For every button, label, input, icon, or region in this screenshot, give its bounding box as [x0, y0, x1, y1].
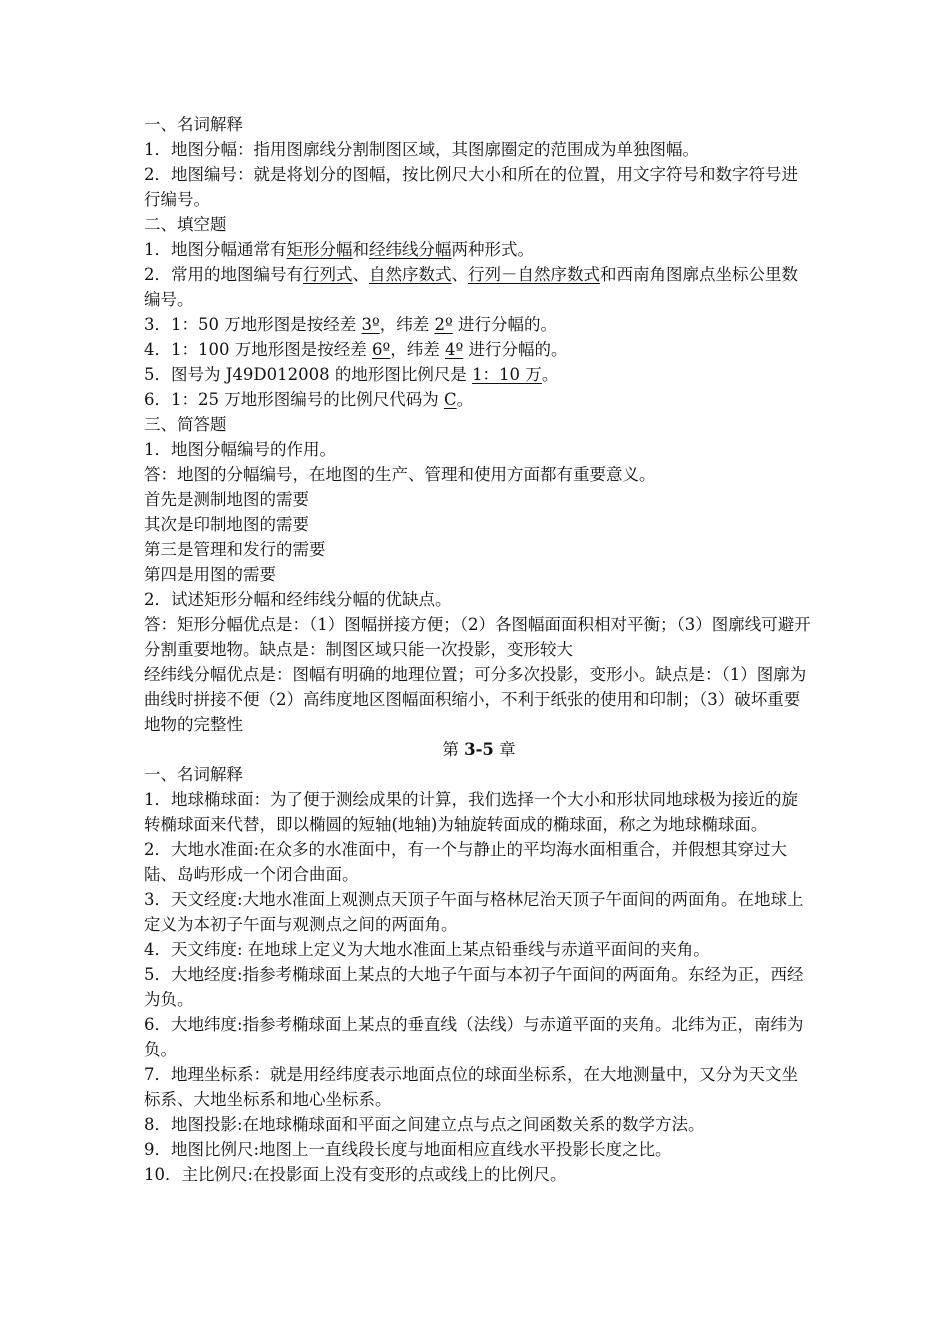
text: 。: [541, 365, 559, 384]
text: 1．地图分幅通常有: [144, 240, 287, 259]
term-item: 9．地图比例尺:地图上一直线段长度与地面相应直线水平投影长度之比。: [144, 1140, 672, 1159]
answer-blank: 3º: [361, 315, 380, 334]
answer-blank: 2º: [434, 315, 453, 334]
fill-blank-4: [144, 337, 814, 362]
answer-blank: 矩形分幅: [286, 240, 353, 259]
text: 进行分幅的。: [463, 340, 568, 359]
text: 进行分幅的。: [452, 315, 558, 334]
term-item: 2．大地水准面:在众多的水准面中，有一个与静止的平均海水面相重合，并假想其穿过大陆、岛屿形成一个闭合曲面。: [144, 840, 788, 884]
answer-blank: 4º: [445, 340, 464, 359]
term-item: 7．地理坐标系：就是用经纬度表示地面点位的球面坐标系，在大地测量中，又分为天文坐标系、大地坐标系和地心坐标系。: [144, 1065, 798, 1109]
answer-blank: 自然序数式: [369, 265, 452, 284]
text: 第: [442, 740, 465, 759]
answer-1: 答：地图的分幅编号，在地图的生产、管理和使用方面都有重要意义。: [144, 465, 656, 484]
answer-blank: 6º: [371, 340, 391, 359]
answer-blank: 1：10 万: [472, 365, 542, 384]
fill-blank-6: [144, 387, 814, 412]
answer-1-point-3: 第三是管理和发行的需要: [144, 540, 326, 559]
document-page: [144, 112, 814, 1187]
text: 3．1：50 万地形图是按经差: [144, 315, 362, 334]
answer-1-point-1: 首先是测制地图的需要: [144, 490, 309, 509]
text: ，纬差: [390, 340, 445, 359]
section-heading-terms-2: 一、名词解释: [144, 765, 243, 784]
fill-blank-1: [144, 237, 814, 262]
term-item: 1．地球椭球面：为了便于测绘成果的计算，我们选择一个大小和形状同地球极为接近的旋转椭球面来代替，即以椭圆的短轴(地轴)为轴旋转面成的椭球面，称之为地球椭球面。: [144, 790, 798, 834]
text: 、: [352, 265, 369, 284]
text: 、: [451, 265, 468, 284]
text: 和: [352, 240, 369, 259]
definition-map-numbering: 2．地图编号：就是将划分的图幅，按比例尺大小和所在的位置，用文字符号和数字符号进行编号。: [144, 165, 798, 209]
term-item: 6．大地纬度:指参考椭球面上某点的垂直线（法线）与赤道平面的夹角。北纬为正，南纬为负。: [144, 1015, 804, 1059]
question-2: 2．试述矩形分幅和经纬线分幅的优缺点。: [144, 590, 452, 609]
chapter-title: [144, 737, 814, 762]
fill-blank-2: [144, 262, 814, 312]
fill-blank-5: [144, 362, 814, 387]
chapter-number: 3-5: [464, 740, 494, 759]
text: 2．常用的地图编号有: [144, 265, 303, 284]
text: 和西南角图廓点坐标公里数编号。: [144, 265, 798, 309]
answer-2-part-2: 经纬线分幅优点是：图幅有明确的地理位置；可分多次投影，变形小。缺点是：（1）图廓为曲线时拼接不便（2）高纬度地区图幅面积缩小，不利于纸张的使用和印制；（3）破坏重要地物的完整性: [144, 665, 807, 734]
answer-blank: 经纬线分幅: [369, 240, 452, 259]
term-item: 4．天文纬度: 在地球上定义为大地水准面上某点铅垂线与赤道平面间的夹角。: [144, 940, 710, 959]
answer-2-part-1: 答：矩形分幅优点是：（1）图幅拼接方便；（2）各图幅面面积相对平衡；（3）图廓线可避开分割重要地物。缺点是：制图区域只能一次投影，变形较大: [144, 615, 811, 659]
text: 5．图号为 J49D012008 的地形图比例尺是: [144, 365, 473, 384]
fill-blank-3: [144, 312, 814, 337]
term-item: 8．地图投影:在地球椭球面和平面之间建立点与点之间函数关系的数学方法。: [144, 1115, 705, 1134]
term-item: 5．大地经度:指参考椭球面上某点的大地子午面与本初子午面间的两面角。东经为正，西经为负。: [144, 965, 804, 1009]
answer-blank: C: [443, 390, 457, 409]
text: 6．1：25 万地形图编号的比例尺代码为: [144, 390, 444, 409]
text: 章: [493, 740, 516, 759]
term-item: 3．天文经度:大地水准面上观测点天顶子午面与格林尼治天顶子午面间的两面角。在地球上定义为本初子午面与观测点之间的两面角。: [144, 890, 804, 934]
section-heading-short-answer: 三、简答题: [144, 415, 227, 434]
text: 4．1：100 万地形图是按经差: [144, 340, 372, 359]
section-heading-fill-blank: 二、填空题: [144, 215, 227, 234]
answer-blank: 行列－自然序数式: [468, 265, 600, 284]
question-1: 1．地图分幅编号的作用。: [144, 440, 336, 459]
text: ，纬差: [379, 315, 435, 334]
definition-map-sheet: 1．地图分幅：指用图廓线分割制图区域，其图廓圈定的范围成为单独图幅。: [144, 140, 699, 159]
answer-1-point-4: 第四是用图的需要: [144, 565, 276, 584]
answer-blank: 行列式: [303, 265, 353, 284]
text: 。: [456, 390, 474, 409]
term-item: 10．主比例尺:在投影面上没有变形的点或线上的比例尺。: [144, 1165, 567, 1184]
answer-1-point-2: 其次是印制地图的需要: [144, 515, 309, 534]
text: 两种形式。: [451, 240, 534, 259]
section-heading-terms: 一、名词解释: [144, 115, 243, 134]
